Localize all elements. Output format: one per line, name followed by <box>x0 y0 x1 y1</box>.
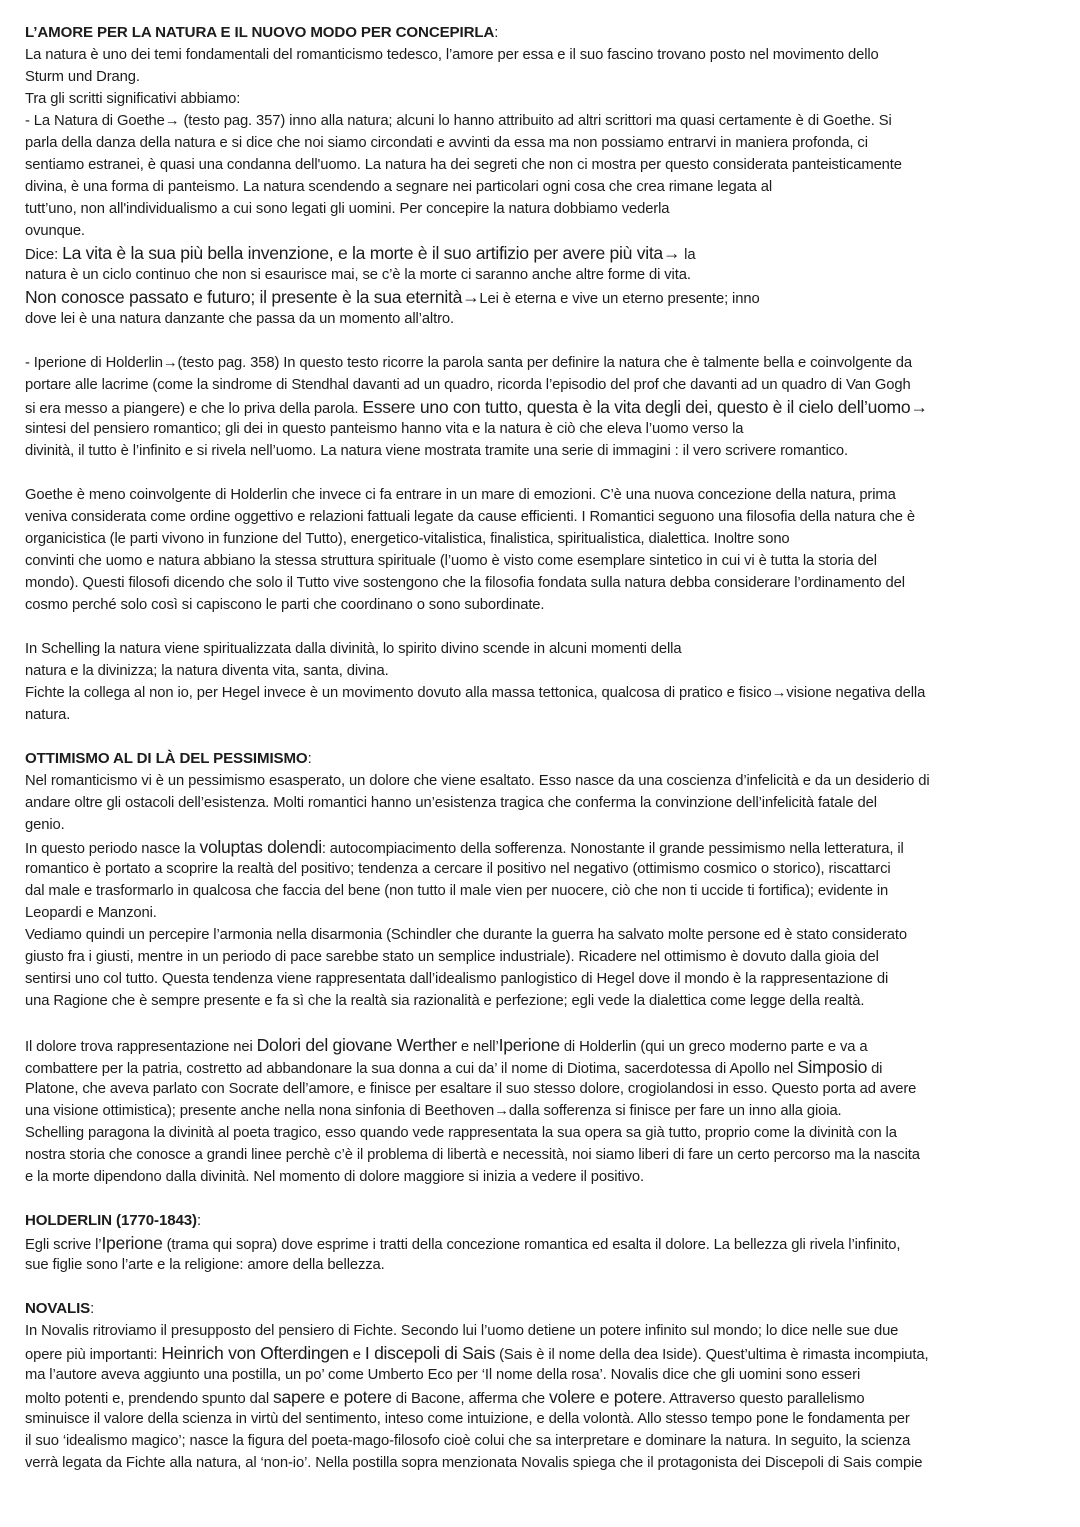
emphasis-text-run: Dolori del giovane Werther <box>256 1035 457 1055</box>
text-run: veniva considerata come ordine oggettivo e relazioni fattuali legate da cause efficienti. I Romantici seguono una filosofia della natura che è <box>25 509 915 525</box>
text-run: dove lei è una natura danzante che passa da un momento all’altro. <box>25 311 454 327</box>
text-run: Il dolore trova rappresentazione nei <box>25 1039 257 1055</box>
text-line <box>25 572 1062 594</box>
text-run: natura e la divinizza; la natura diventa vita, santa, divina. <box>25 663 389 679</box>
blank-line <box>25 1188 1062 1210</box>
text-run: una Ragione che è sempre presente e fa sì che la realtà sia razionalità e perfezione; egli vede la dialettica come legge della realtà. <box>25 993 865 1009</box>
text-line <box>25 1452 1062 1474</box>
text-run: tutt’uno, non all'individualismo a cui sono legati gli uomini. Per concepire la natura dobbiamo vederla <box>25 201 670 217</box>
text-run: e <box>348 1347 365 1363</box>
heading-text-run: HOLDERLIN (1770-1843) <box>25 1212 197 1229</box>
text-run: Schelling paragona la divinità al poeta tragico, esso quando vede rappresentata la sua opera sa già tutto, proprio come la divinità con la <box>25 1125 897 1141</box>
heading-text-run: OTTIMISMO AL DI LÀ DEL PESSIMISMO <box>25 750 308 767</box>
emphasis-text-run: Non conosce passato e futuro; il presente è la sua eternità→ <box>25 287 480 307</box>
text-run: il suo ‘idealismo magico’; nasce la figura del poeta-mago-filosofo cioè colui che sa interpretare e dominare la natura. In seguito, la scienza <box>25 1433 911 1449</box>
text-run: Nel romanticismo vi è un pessimismo esasperato, un dolore che viene esaltato. Esso nasce da una coscienza d’infelicità e da un desiderio di <box>25 773 930 789</box>
text-run: di Bacone, afferma che <box>391 1391 549 1407</box>
text-run: sentirsi uno col tutto. Questa tendenza viene rappresentata dall’idealismo panlogistico di Hegel dove il mondo è la rappresentazione di <box>25 971 889 987</box>
text-line <box>25 132 1062 154</box>
blank-line <box>25 1276 1062 1298</box>
text-line <box>25 1320 1062 1342</box>
text-run: cosmo perché solo così si capiscono le parti che coordinano o sono subordinate. <box>25 597 545 613</box>
text-run: : <box>196 1213 201 1229</box>
text-line <box>25 814 1062 836</box>
text-run: (trama qui sopra) dove esprime i tratti della concezione romantica ed esalta il dolore. La bellezza gli rivela l’infinito, <box>162 1237 901 1253</box>
blank-line <box>25 462 1062 484</box>
text-run: di Holderlin (qui un greco moderno parte e va a <box>559 1039 868 1055</box>
text-line <box>25 1034 1062 1056</box>
text-run: natura è un ciclo continuo che non si esaurisce mai, se c’è la morte ci saranno anche altre forme di vita. <box>25 267 691 283</box>
text-line <box>25 418 1062 440</box>
text-line <box>25 968 1062 990</box>
text-line <box>25 682 1062 704</box>
blank-line <box>25 726 1062 748</box>
text-run: : <box>307 751 312 767</box>
text-run: nostra storia che conosce a grandi linee perchè c’è il problema di libertà e necessità, noi siamo liberi di fare un certo percorso ma la nascita <box>25 1147 920 1163</box>
text-line <box>25 220 1062 242</box>
text-run: Tra gli scritti significativi abbiamo: <box>25 91 241 107</box>
text-line <box>25 374 1062 396</box>
text-run: divinità, il tutto è l’infinito e si rivela nell’uomo. La natura viene mostrata tramite una serie di immagini : il vero scrivere romantico. <box>25 443 848 459</box>
text-run: : <box>90 1301 95 1317</box>
text-line <box>25 880 1062 902</box>
text-run: Lei è eterna e vive un eterno presente; inno <box>479 291 760 307</box>
blank-line <box>25 330 1062 352</box>
text-line <box>25 1408 1062 1430</box>
emphasis-text-run: volere e potere <box>549 1387 662 1407</box>
text-run: la <box>680 247 696 263</box>
text-run: sintesi del pensiero romantico; gli dei in questo panteismo hanno vita e la natura è ciò che eleva l’uomo verso la <box>25 421 744 437</box>
text-line <box>25 176 1062 198</box>
text-line <box>25 770 1062 792</box>
text-line <box>25 1056 1062 1078</box>
text-line <box>25 506 1062 528</box>
text-run: portare alle lacrime (come la sindrome di Stendhal davanti ad un quadro, ricorda l’episodio del prof che davanti ad un quadro di Van Gogh <box>25 377 911 393</box>
text-run: : <box>494 25 499 41</box>
text-line <box>25 396 1062 418</box>
text-run: romantico è portato a scoprire la realtà del positivo; tendenza a cercare il positivo nel negativo (ottimismo cosmico o storico), riscattarci <box>25 861 891 877</box>
text-line <box>25 88 1062 110</box>
text-run: Dice: <box>25 247 63 263</box>
text-run: ma l’autore aveva aggiunto una postilla, un po’ come Umberto Eco per ‘Il nome della rosa’. Novalis dice che gli uomini sono esseri <box>25 1367 861 1383</box>
text-run: combattere per la patria, costretto ad abbandonare la sua donna a cui da’ il nome di Diotima, sacerdotessa di Apollo nel <box>25 1061 798 1077</box>
emphasis-text-run: sapere e potere <box>273 1387 392 1407</box>
text-run: - La Natura di Goethe→ (testo pag. 357) inno alla natura; alcuni lo hanno attribuito ad altri scrittori ma quasi certamente è di Goethe. Si <box>25 113 892 129</box>
text-run: : autocompiacimento della sofferenza. Nonostante il grande pessimismo nella letteratura, il <box>321 841 904 857</box>
text-run: In Novalis ritroviamo il presupposto del pensiero di Fichte. Secondo lui l’uomo detiene un potere infinito sul mondo; lo dice nelle sue due <box>25 1323 899 1339</box>
text-line <box>25 308 1062 330</box>
text-line <box>25 110 1062 132</box>
emphasis-text-run: Simposio <box>797 1057 868 1077</box>
text-run: Goethe è meno coinvolgente di Holderlin che invece ci fa entrare in un mare di emozioni. C’è una nuova concezione della natura, prima <box>25 487 896 503</box>
text-run: organicistica (le parti vivono in funzione del Tutto), energetico-vitalistica, finalistica, spiritualistica, dialettica. Inoltre sono <box>25 531 790 547</box>
emphasis-text-run: I discepoli di Sais <box>364 1343 496 1363</box>
text-run: convinti che uomo e natura abbiano la stessa struttura spirituale (l’uomo è visto come esemplare sintetico in cui vi è tutta la storia del <box>25 553 877 569</box>
text-line <box>25 264 1062 286</box>
text-run: In questo periodo nasce la <box>25 841 200 857</box>
text-run: sue figlie sono l’arte e la religione: amore della bellezza. <box>25 1257 385 1273</box>
text-line <box>25 1430 1062 1452</box>
text-line <box>25 550 1062 572</box>
section-heading <box>25 1298 1062 1320</box>
text-run: dal male e trasformarlo in qualcosa che faccia del bene (non tutto il male vien per nuocere, ciò che non ti uccide ti fortifica); evidente in <box>25 883 889 899</box>
text-run: molto potenti e, prendendo spunto dal <box>25 1391 273 1407</box>
text-line <box>25 198 1062 220</box>
text-line <box>25 66 1062 88</box>
text-run: divina, è una forma di panteismo. La natura scendendo a segnare nei particolari ogni cosa che crea rimane legata al <box>25 179 773 195</box>
emphasis-text-run: Essere uno con tutto, questa è la vita degli dei, questo è il cielo dell’uomo→ <box>362 397 928 417</box>
text-run: si era messo a piangere) e che lo priva della parola. <box>25 401 363 417</box>
text-line <box>25 484 1062 506</box>
text-run: di <box>867 1061 883 1077</box>
blank-line <box>25 616 1062 638</box>
text-line <box>25 858 1062 880</box>
text-line <box>25 1166 1062 1188</box>
text-run: mondo). Questi filosofi dicendo che solo il Tutto vive sostengono che la filosofia fondata sulla natura debba considerare l’ordinamento del <box>25 575 905 591</box>
emphasis-text-run: Iperione <box>101 1233 163 1253</box>
text-run: sentiamo estranei, è quasi una condanna dell'uomo. La natura ha dei segreti che non ci mostra per questo considerata panteisticamente <box>25 157 902 173</box>
text-run: e la morte dipendono dalla divinità. Nel momento di dolore maggiore si inizia a vedere il positivo. <box>25 1169 644 1185</box>
text-line <box>25 990 1062 1012</box>
text-run: genio. <box>25 817 65 833</box>
text-run: In Schelling la natura viene spiritualizzata dalla divinità, lo spirito divino scende in alcuni momenti della <box>25 641 682 657</box>
text-run: . Attraverso questo parallelismo <box>661 1391 865 1407</box>
text-run: Vediamo quindi un percepire l’armonia nella disarmonia (Schindler che durante la guerra ha salvato molte persone ed è stato considerato <box>25 927 908 943</box>
section-heading <box>25 748 1062 770</box>
text-line <box>25 1254 1062 1276</box>
text-run: - Iperione di Holderlin→(testo pag. 358) In questo testo ricorre la parola santa per definire la natura che è talmente bella e coinvolgente da <box>25 355 912 371</box>
text-line <box>25 1100 1062 1122</box>
section-heading <box>25 22 1062 44</box>
text-run: andare oltre gli ostacoli dell’esistenza. Molti romantici hanno un’esistenza tragica che conferma la convinzione dell’infelicità fatale del <box>25 795 877 811</box>
text-run: La natura è uno dei temi fondamentali del romanticismo tedesco, l’amore per essa e il suo fascino trovano posto nel movimento dello <box>25 47 879 63</box>
text-line <box>25 1144 1062 1166</box>
text-line <box>25 704 1062 726</box>
text-line <box>25 1232 1062 1254</box>
text-line <box>25 792 1062 814</box>
text-run: ovunque. <box>25 223 85 239</box>
text-line <box>25 154 1062 176</box>
heading-text-run: NOVALIS <box>25 1300 91 1317</box>
text-run: opere più importanti: <box>25 1347 162 1363</box>
text-run: Fichte la collega al non io, per Hegel invece è un movimento dovuto alla massa tettonica, qualcosa di pratico e fisico→visione negativa della <box>25 685 926 701</box>
text-line <box>25 924 1062 946</box>
text-line <box>25 902 1062 924</box>
text-run: parla della danza della natura e si dice che noi siamo circondati e avvinti da essa ma non possiamo entrarvi in maniera profonda, ci <box>25 135 868 151</box>
text-line <box>25 286 1062 308</box>
text-line <box>25 528 1062 550</box>
text-run: giusto fra i giusti, mentre in un periodo di pace sarebbe stato un semplice industriale). Ricadere nel ottimismo è dovuto dalla gioia del <box>25 949 879 965</box>
text-line <box>25 1122 1062 1144</box>
text-line <box>25 440 1062 462</box>
text-line <box>25 660 1062 682</box>
text-line <box>25 1364 1062 1386</box>
text-run: Leopardi e Manzoni. <box>25 905 157 921</box>
text-line <box>25 638 1062 660</box>
emphasis-text-run: voluptas dolendi <box>199 837 322 857</box>
text-line <box>25 1342 1062 1364</box>
text-line <box>25 594 1062 616</box>
text-line <box>25 1078 1062 1100</box>
text-line <box>25 44 1062 66</box>
text-run: Platone, che aveva parlato con Socrate dell’amore, e finisce per esaltare il suo stesso dolore, crogiolandosi in esso. Questo porta ad avere <box>25 1081 917 1097</box>
emphasis-text-run: La vita è la sua più bella invenzione, e la morte è il suo artifizio per avere più vita→ <box>62 243 681 263</box>
text-run: una visione ottimistica); presente anche nella nona sinfonia di Beethoven→dalla sofferenza si finisce per fare un inno alla gioia. <box>25 1103 842 1119</box>
text-run: natura. <box>25 707 71 723</box>
text-line <box>25 242 1062 264</box>
text-line <box>25 946 1062 968</box>
text-run: verrà legata da Fichte alla natura, al ‘non-io’. Nella postilla sopra menzionata Novalis spiega che il protagonista dei Discepoli di Sais compie <box>25 1455 923 1471</box>
text-run: Sturm und Drang. <box>25 69 140 85</box>
section-heading <box>25 1210 1062 1232</box>
text-run: (Sais è il nome della dea Iside). Quest’ultima è rimasta incompiuta, <box>495 1347 929 1363</box>
text-line <box>25 1386 1062 1408</box>
heading-text-run: L’AMORE PER LA NATURA E IL NUOVO MODO PER CONCEPIRLA <box>25 24 495 41</box>
text-line <box>25 836 1062 858</box>
text-line <box>25 352 1062 374</box>
emphasis-text-run: Heinrich von Ofterdingen <box>161 1343 349 1363</box>
text-run: sminuisce il valore della scienza in virtù del sentimento, inteso come intuizione, e della volontà. Allo stesso tempo pone le fondamenta per <box>25 1411 910 1427</box>
emphasis-text-run: Iperione <box>498 1035 560 1055</box>
blank-line <box>25 1012 1062 1034</box>
text-run: e nell’ <box>456 1039 499 1055</box>
text-run: Egli scrive l’ <box>25 1237 102 1253</box>
